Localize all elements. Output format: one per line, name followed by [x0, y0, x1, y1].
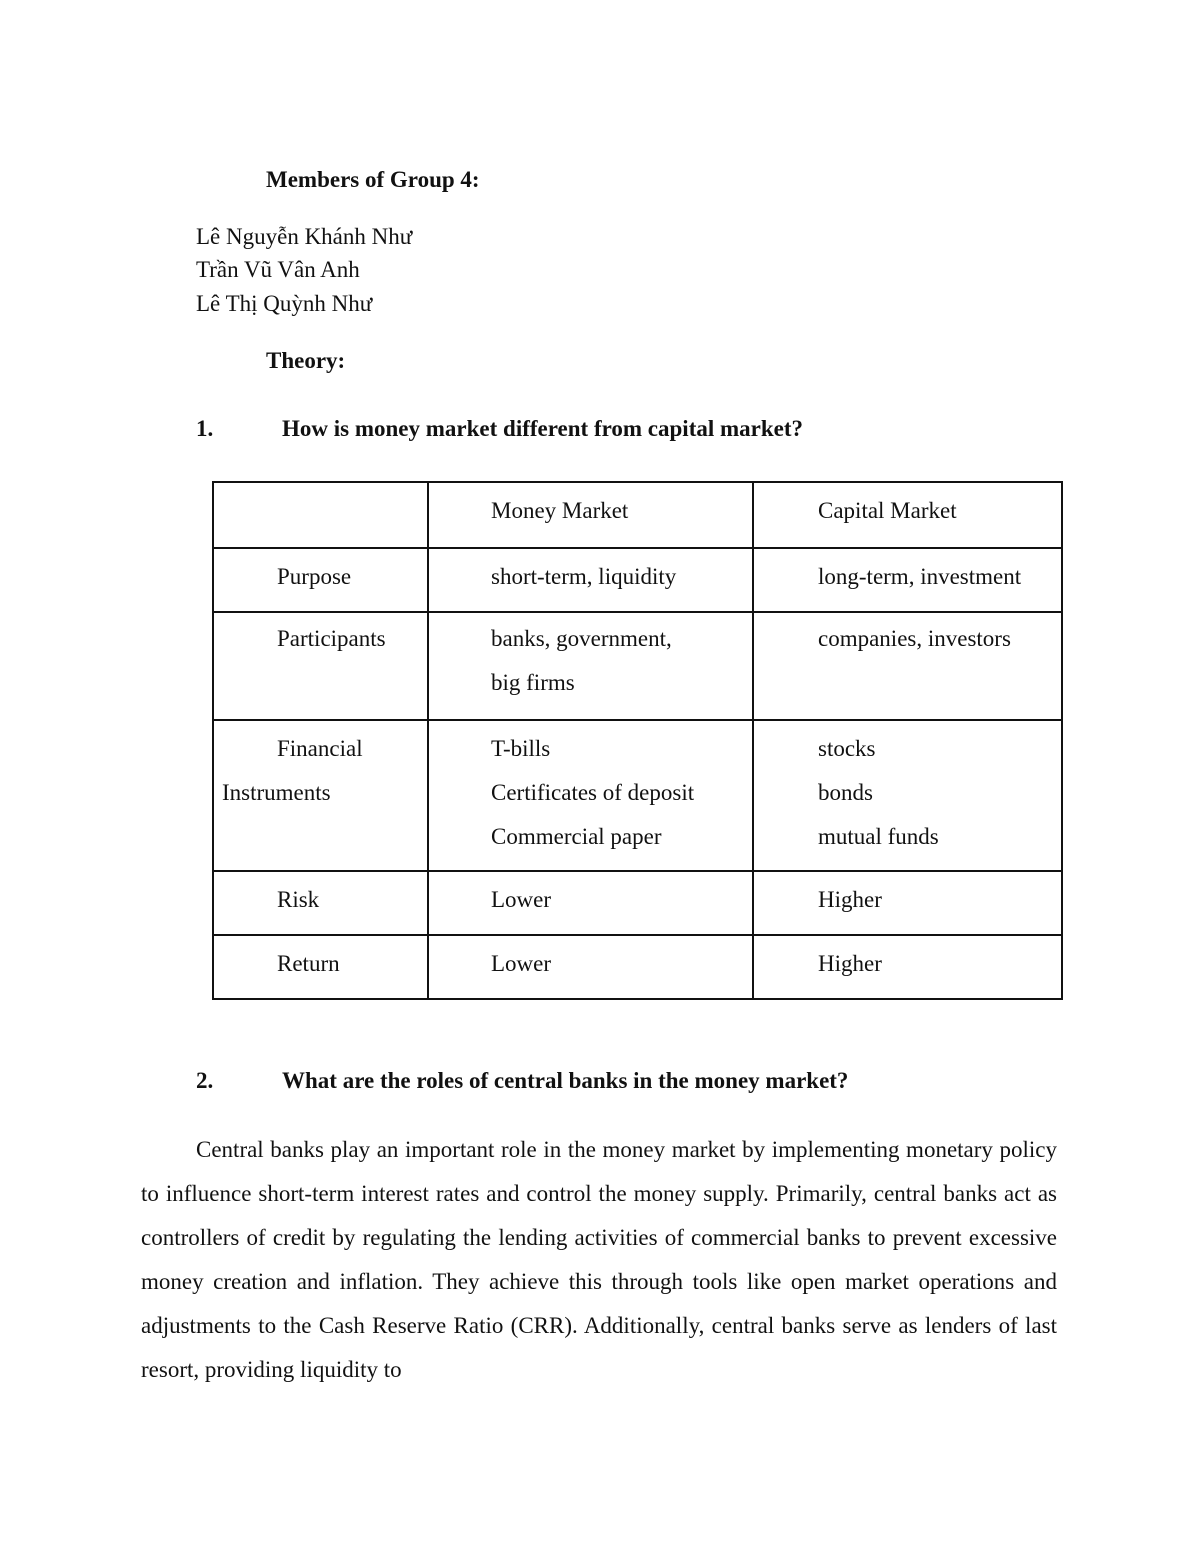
- cell-line: Lower: [491, 951, 552, 976]
- member-name: Lê Nguyễn Khánh Như: [196, 224, 413, 249]
- table-row: [213, 548, 1062, 612]
- cell-line: stocks: [818, 736, 876, 761]
- header-cell-empty: [213, 482, 428, 548]
- money-market-cell: [428, 871, 753, 935]
- cell-line: Certificates of deposit: [491, 780, 695, 805]
- question-1: [196, 416, 803, 442]
- question-number: 2.: [196, 1068, 214, 1093]
- member-name: Trần Vũ Vân Anh: [196, 257, 360, 282]
- theory-heading: Theory:: [266, 348, 346, 373]
- table-row: [213, 871, 1062, 935]
- money-market-cell: [428, 720, 753, 871]
- cell-line: bonds: [818, 780, 873, 805]
- row-label: Financial Instruments: [213, 720, 428, 871]
- capital-market-cell: [753, 612, 1062, 720]
- capital-market-cell: [753, 720, 1062, 871]
- cell-line: Higher: [818, 951, 882, 976]
- cell-line: Commercial paper: [491, 824, 662, 849]
- row-label: Return: [213, 935, 428, 999]
- header-cell-money-market: Money Market: [428, 482, 753, 548]
- cell-line: Lower: [491, 887, 552, 912]
- capital-market-cell: [753, 548, 1062, 612]
- money-market-cell: [428, 935, 753, 999]
- capital-market-cell: [753, 935, 1062, 999]
- answer-paragraph: Central banks play an important role in the money market by implementing monetary policy to influence short-term interest rates and control the money supply. Primarily, central banks act as controllers of credit by regulating the lending activities of commercial banks to prevent excessive money creation and inflation. They achieve this through tools like open market operations and adjustments to the Cash Reserve Ratio (CRR). Additionally, central banks serve as lenders of last resort, providing liquidity to: [141, 1137, 1057, 1382]
- question-2: [196, 1068, 848, 1094]
- cell-line: long-term, investment: [818, 564, 1022, 589]
- cell-line: Higher: [818, 887, 882, 912]
- row-label: Purpose: [213, 548, 428, 612]
- table-header-row: [213, 482, 1062, 548]
- cell-line: companies, investors: [818, 626, 1011, 651]
- row-label: Participants: [213, 612, 428, 720]
- cell-line: T-bills: [491, 736, 551, 761]
- cell-line: short-term, liquidity: [491, 564, 677, 589]
- table-row: [213, 935, 1062, 999]
- cell-line: banks, government,: [491, 626, 672, 651]
- table-row: [213, 720, 1062, 871]
- money-market-cell: [428, 612, 753, 720]
- table-row: [213, 612, 1062, 720]
- question-number: 1.: [196, 416, 214, 441]
- members-heading: Members of Group 4:: [266, 167, 480, 192]
- header-cell-capital-market: Capital Market: [753, 482, 1062, 548]
- question-text: How is money market different from capital market?: [282, 416, 804, 441]
- member-name: Lê Thị Quỳnh Như: [196, 291, 373, 316]
- question-text: What are the roles of central banks in the money market?: [282, 1068, 849, 1093]
- comparison-table: [212, 481, 1063, 1000]
- cell-line: mutual funds: [818, 824, 939, 849]
- row-label: Risk: [213, 871, 428, 935]
- money-market-cell: [428, 548, 753, 612]
- capital-market-cell: [753, 871, 1062, 935]
- cell-line: big firms: [491, 670, 575, 695]
